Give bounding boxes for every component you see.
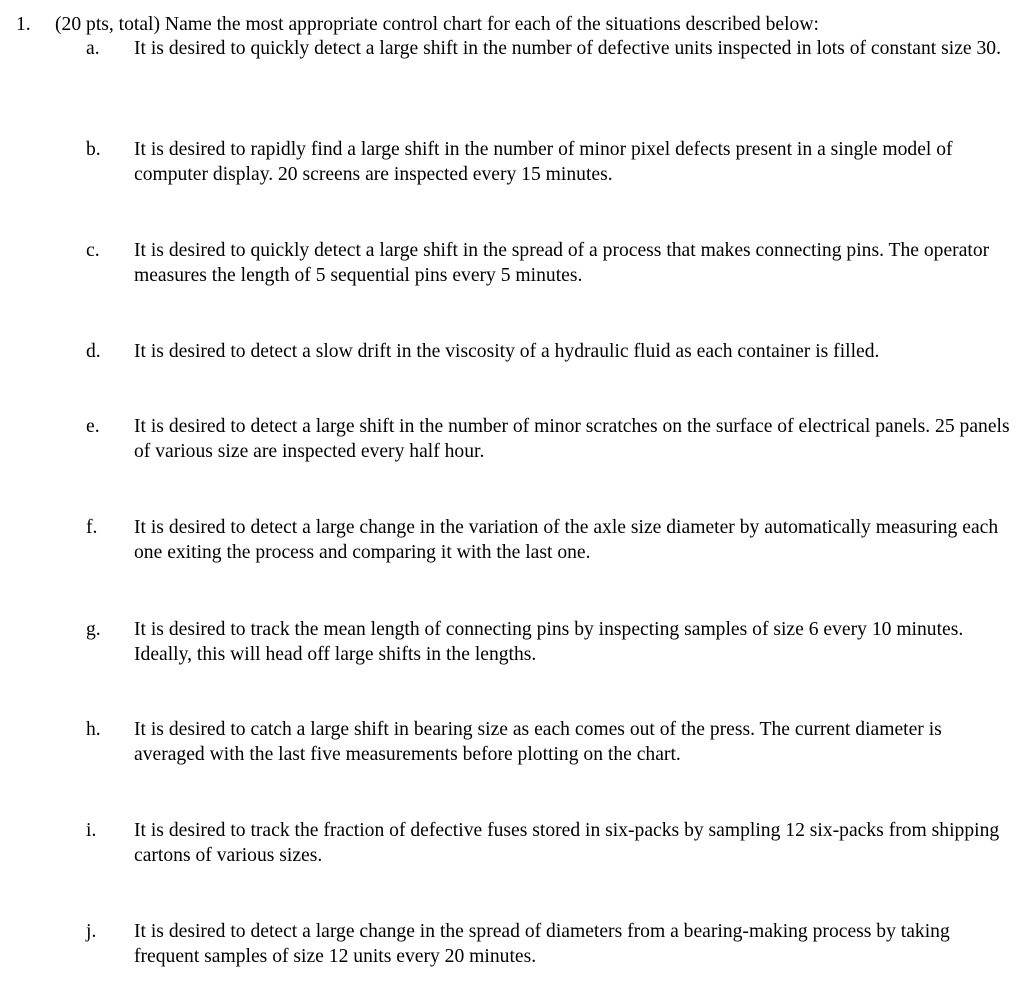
item-label: c. <box>86 240 100 261</box>
item-label: i. <box>86 820 97 841</box>
item-label: a. <box>86 38 100 59</box>
question-header: (20 pts, total) Name the most appropriate control chart for each of the situations described below: <box>55 14 819 35</box>
item-label: d. <box>86 341 101 362</box>
item-text: It is desired to quickly detect a large shift in the spread of a process that makes connecting pins. The operator measures the length of 5 sequential pins every 5 minutes. <box>134 240 990 286</box>
item-text: It is desired to detect a large shift in the number of minor scratches on the surface of electrical panels. 25 panels of various size are inspected every half hour. <box>134 416 1010 462</box>
item-text: It is desired to detect a large change in the variation of the axle size diameter by automatically measuring each one exiting the process and comparing it with the last one. <box>134 517 999 563</box>
item-label: f. <box>86 517 98 538</box>
item-label: e. <box>86 416 100 437</box>
item-label: j. <box>86 921 97 942</box>
item-text: It is desired to quickly detect a large shift in the number of defective units inspected in lots of constant size 30. <box>134 38 1001 59</box>
item-text: It is desired to detect a slow drift in the viscosity of a hydraulic fluid as each container is filled. <box>134 341 880 362</box>
item-label: b. <box>86 139 101 160</box>
item-label: g. <box>86 619 101 640</box>
item-text: It is desired to catch a large shift in bearing size as each comes out of the press. The current diameter is averaged with the last five measurements before plotting on the chart. <box>134 719 942 765</box>
item-text: It is desired to rapidly find a large shift in the number of minor pixel defects present in a single model of computer display. 20 screens are inspected every 15 minutes. <box>134 139 953 185</box>
item-text: It is desired to track the fraction of defective fuses stored in six-packs by sampling 12 six-packs from shipping cartons of various sizes. <box>134 820 1000 866</box>
item-text: It is desired to track the mean length of connecting pins by inspecting samples of size 6 every 10 minutes. Ideally, this will head off large shifts in the lengths. <box>134 619 964 665</box>
item-label: h. <box>86 719 101 740</box>
question-number: 1. <box>16 14 31 35</box>
item-text: It is desired to detect a large change in the spread of diameters from a bearing-making process by taking frequent samples of size 12 units every 20 minutes. <box>134 921 950 967</box>
